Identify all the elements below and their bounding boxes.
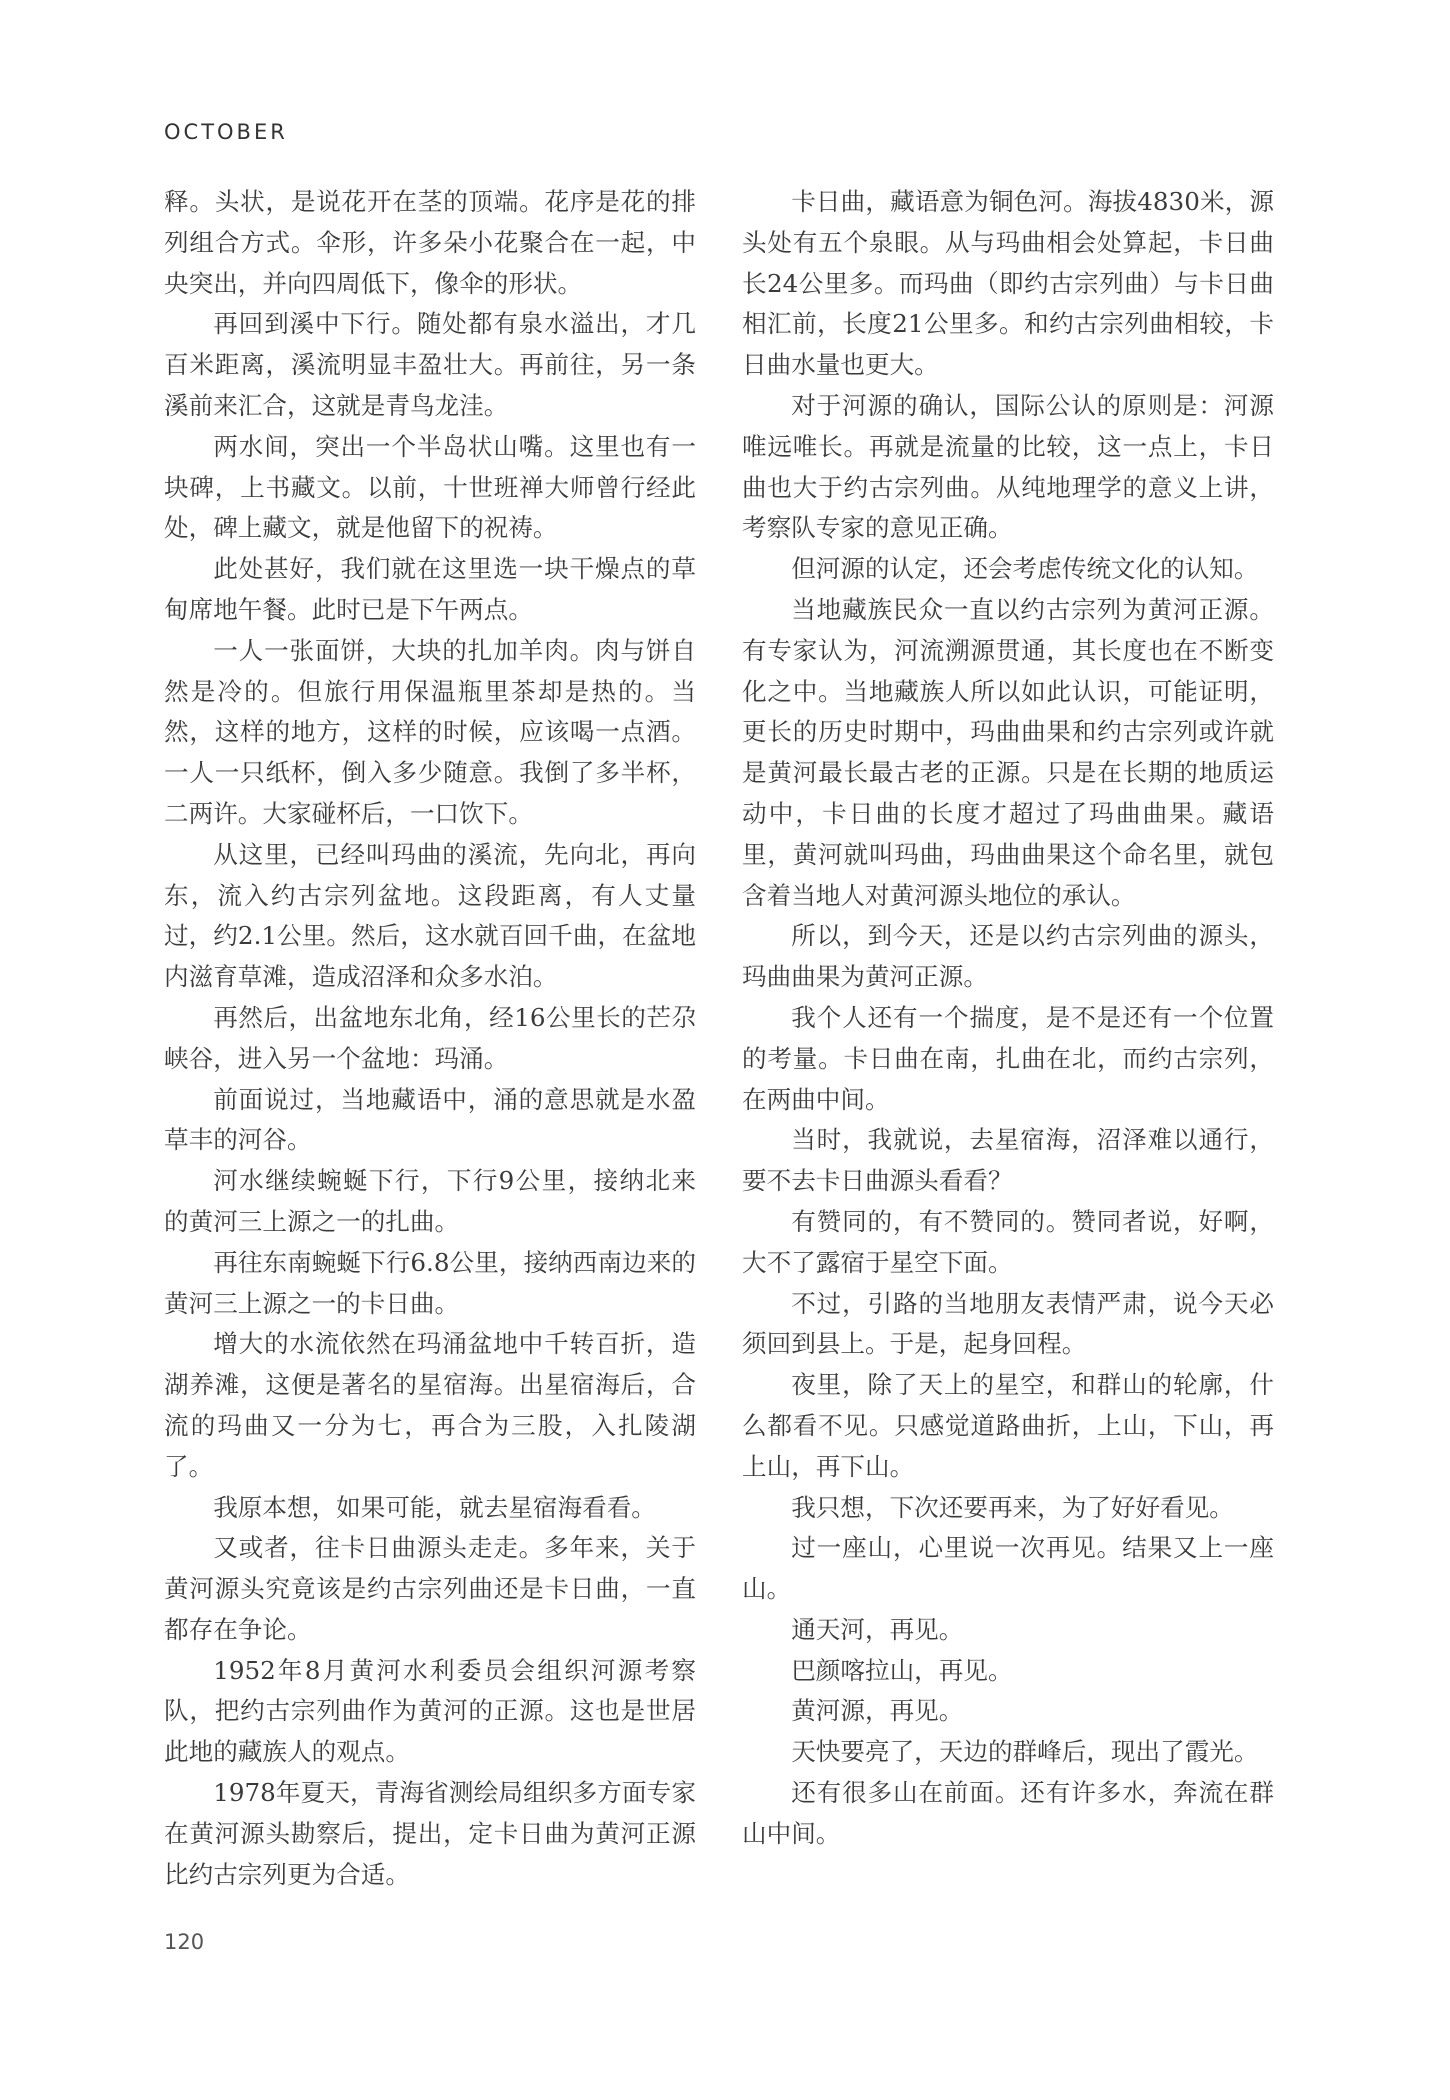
paragraph: 又或者，往卡日曲源头走走。多年来，关于黄河源头究竟该是约古宗列曲还是卡日曲，一直都存在争论。 xyxy=(164,1533,696,1644)
paragraph: 再回到溪中下行。随处都有泉水溢出，才几百米距离，溪流明显丰盈壮大。再前往，另一条溪前来汇合，这就是青鸟龙洼。 xyxy=(164,309,696,420)
paragraph: 两水间，突出一个半岛状山嘴。这里也有一块碑，上书藏文。以前，十世班禅大师曾行经此处，碑上藏文，就是他留下的祝祷。 xyxy=(164,431,696,543)
paragraph: 夜里，除了天上的星空，和群山的轮廓，什么都看不见。只感觉道路曲折，上山，下山，再上山，再下山。 xyxy=(742,1370,1274,1481)
paragraph: 巴颜喀拉山，再见。 xyxy=(791,1655,1013,1685)
paragraph: 有赞同的，有不赞同的。赞同者说，好啊，大不了露宿于星空下面。 xyxy=(742,1206,1274,1277)
paragraph: 当时，我就说，去星宿海，沼泽难以通行，要不去卡日曲源头看看？ xyxy=(742,1125,1274,1196)
paragraph: 所以，到今天，还是以约古宗列曲的源头，玛曲曲果为黄河正源。 xyxy=(742,921,1274,992)
text-column-left xyxy=(164,182,696,1895)
paragraph: 增大的水流依然在玛涌盆地中千转百折，造湖养滩，这便是著名的星宿海。出星宿海后，合流的玛曲又一分为七，再合为三股，入扎陵湖了。 xyxy=(164,1329,696,1481)
paragraph: 天快要亮了，天边的群峰后，现出了霞光。 xyxy=(791,1737,1259,1767)
page-number: 120 xyxy=(164,1930,205,1954)
paragraph: 不过，引路的当地朋友表情严肃，说今天必须回到县上。于是，起身回程。 xyxy=(742,1288,1274,1359)
paragraph: 我个人还有一个揣度，是不是还有一个位置的考量。卡日曲在南，扎曲在北，而约古宗列，在两曲中间。 xyxy=(742,1002,1274,1114)
paragraph: 过一座山，心里说一次再见。结果又上一座山。 xyxy=(742,1533,1274,1604)
paragraph: 我原本想，如果可能，就去星宿海看看。 xyxy=(213,1492,656,1522)
paragraph: 1952年8月黄河水利委员会组织河源考察队，把约古宗列曲作为黄河的正源。这也是世居此地的藏族人的观点。 xyxy=(164,1655,696,1767)
paragraph: 释。头状，是说花开在茎的顶端。花序是花的排列组合方式。伞形，许多朵小花聚合在一起，中央突出，并向四周低下，像伞的形状。 xyxy=(164,187,696,298)
paragraph: 还有很多山在前面。还有许多水，奔流在群山中间。 xyxy=(742,1778,1274,1848)
paragraph: 但河源的认定，还会考虑传统文化的认知。 xyxy=(791,554,1259,584)
paragraph: 从这里，已经叫玛曲的溪流，先向北，再向东，流入约古宗列盆地。这段距离，有人丈量过，约2.1公里。然后，这水就百回千曲，在盆地内滋育草滩，造成沼泽和众多水泊。 xyxy=(164,839,696,992)
running-header: OCTOBER xyxy=(164,120,288,144)
paragraph: 再然后，出盆地东北角，经16公里长的芒尕峡谷，进入另一个盆地：玛涌。 xyxy=(164,1002,696,1073)
paragraph: 一人一张面饼，大块的扎加羊肉。肉与饼自然是冷的。但旅行用保温瓶里茶却是热的。当然，这样的地方，这样的时候，应该喝一点酒。一人一只纸杯，倒入多少随意。我倒了多半杯，二两许。大家碰杯后，一口饮下。 xyxy=(164,635,696,828)
paragraph: 此处甚好，我们就在这里选一块干燥点的草甸席地午餐。此时已是下午两点。 xyxy=(164,554,696,624)
paragraph: 卡日曲，藏语意为铜色河。海拔4830米，源头处有五个泉眼。从与玛曲相会处算起，卡日曲长24公里多。而玛曲（即约古宗列曲）与卡日曲相汇前，长度21公里多。和约古宗列曲相较，卡日曲水量也更大。 xyxy=(742,187,1274,380)
paragraph: 前面说过，当地藏语中，涌的意思就是水盈草丰的河谷。 xyxy=(164,1084,696,1155)
paragraph: 我只想，下次还要再来，为了好好看见。 xyxy=(791,1492,1234,1522)
paragraph: 通天河，再见。 xyxy=(791,1614,964,1644)
paragraph: 再往东南蜿蜒下行6.8公里，接纳西南边来的黄河三上源之一的卡日曲。 xyxy=(164,1247,696,1318)
paragraph: 对于河源的确认，国际公认的原则是：河源唯远唯长。再就是流量的比较，这一点上，卡日曲也大于约古宗列曲。从纯地理学的意义上讲，考察队专家的意见正确。 xyxy=(742,390,1274,543)
paragraph: 河水继续蜿蜒下行，下行9公里，接纳北来的黄河三上源之一的扎曲。 xyxy=(164,1166,696,1236)
paragraph: 1978年夏天，青海省测绘局组织多方面专家在黄河源头勘察后，提出，定卡日曲为黄河正源比约古宗列更为合适。 xyxy=(164,1778,696,1889)
paragraph: 黄河源，再见。 xyxy=(791,1696,964,1726)
paragraph: 当地藏族民众一直以约古宗列为黄河正源。有专家认为，河流溯源贯通，其长度也在不断变化之中。当地藏族人所以如此认识，可能证明，更长的历史时期中，玛曲曲果和约古宗列或许就是黄河最长最古老的正源。只是在长期的地质运动中，卡日曲的长度才超过了玛曲曲果。藏语里，黄河就叫玛曲，玛曲曲果这个命名里，就包含着当地人对黄河源头地位的承认。 xyxy=(742,594,1274,910)
text-column-right xyxy=(742,182,1274,1855)
